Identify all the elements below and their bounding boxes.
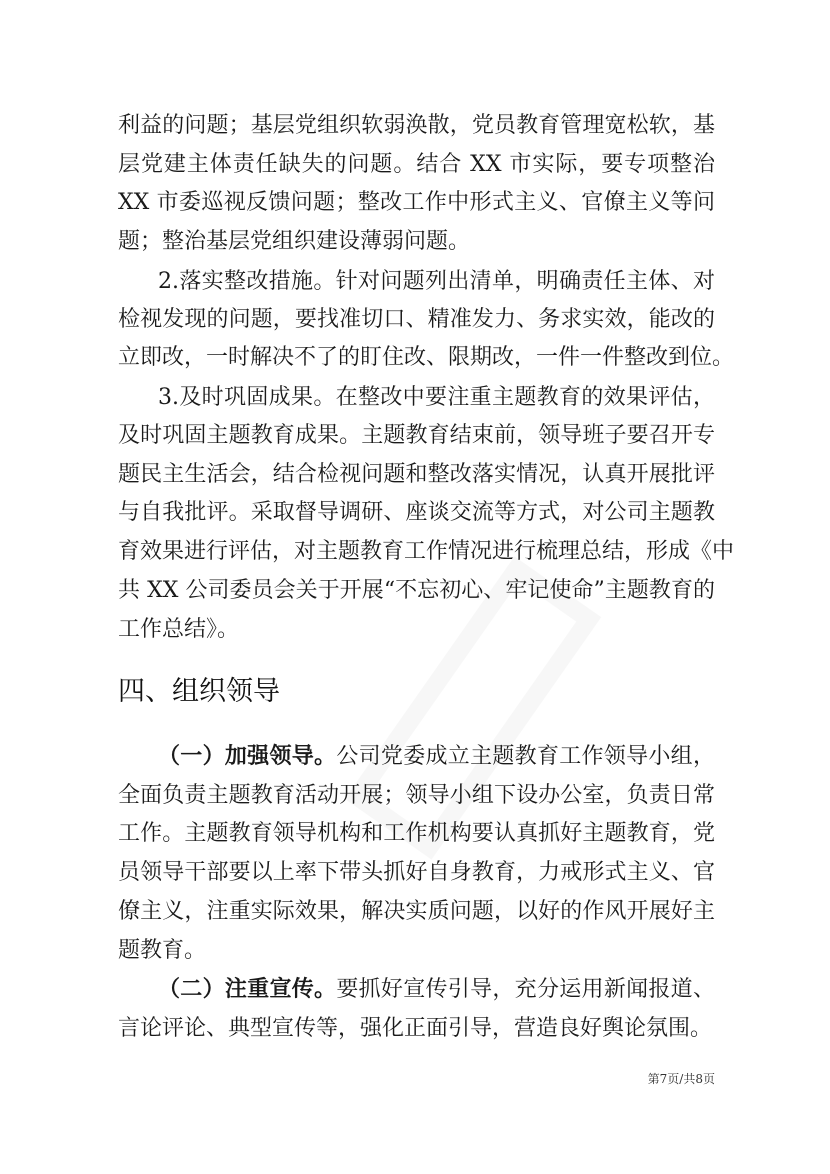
paragraph-line: 共 XX 公司委员会关于开展“不忘初心、牢记使命”主题教育的: [118, 578, 715, 603]
paragraph-line: 题；整治基层党组织建设薄弱问题。: [118, 229, 471, 254]
section-heading: 四、组织领导: [118, 676, 280, 707]
paragraph-line: 及时巩固主题教育成果。主题教育结束前，领导班子要召开专: [118, 423, 715, 448]
paragraph-line: [158, 738, 715, 776]
paragraph-line: 员领导干部要以上率下带头抓好自身教育，力戒形式主义、官: [118, 860, 715, 885]
page-number: 第7页/共8页: [647, 1072, 715, 1086]
line-text: 要抓好宣传引导，充分运用新闻报道、: [336, 977, 715, 1002]
paragraph-line: 检视发现的问题，要找准切口、精准发力、务求实效，能改的: [118, 307, 715, 332]
paragraph-line: 与自我批评。采取督导调研、座谈交流等方式，对公司主题教: [118, 500, 715, 525]
line-text: 公司党委成立主题教育工作领导小组，: [336, 744, 715, 769]
paragraph-line: 题民主生活会，结合检视问题和整改落实情况，认真开展批评: [118, 462, 715, 487]
paragraph-line: 3.及时巩固成果。在整改中要注重主题教育的效果评估，: [158, 385, 715, 410]
paragraph-line: 育效果进行评估，对主题教育工作情况进行梳理总结，形成《中: [118, 539, 735, 564]
paragraph-line: 2.落实整改措施。针对问题列出清单，明确责任主体、对: [158, 269, 715, 294]
paragraph-line: XX 市委巡视反馈问题；整改工作中形式主义、官僚主义等问: [118, 190, 715, 215]
paragraph-line: 层党建主体责任缺失的问题。结合 XX 市实际，要专项整治: [118, 152, 715, 177]
paragraph-line: 立即改，一时解决不了的盯住改、限期改，一件一件整改到位。: [118, 345, 735, 370]
paragraph-line: 全面负责主题教育活动开展；领导小组下设办公室，负责日常: [118, 783, 715, 808]
paragraph-line: [158, 971, 715, 1009]
paragraph-line: 工作。主题教育领导机构和工作机构要认真抓好主题教育，党: [118, 821, 715, 846]
paragraph-line: 工作总结》。: [118, 617, 240, 642]
bold-lead: （一）加强领导。: [158, 744, 337, 769]
paragraph-line: 题教育。: [118, 938, 207, 963]
bold-lead: （二）注重宣传。: [158, 977, 337, 1002]
paragraph-line: 利益的问题；基层党组织软弱涣散，党员教育管理宽松软，基: [118, 113, 715, 138]
paragraph-line: 言论评论、典型宣传等，强化正面引导，营造良好舆论氛围。: [118, 1016, 713, 1041]
paragraph-line: 僚主义，注重实际效果，解决实质问题，以好的作风开展好主: [118, 899, 715, 924]
